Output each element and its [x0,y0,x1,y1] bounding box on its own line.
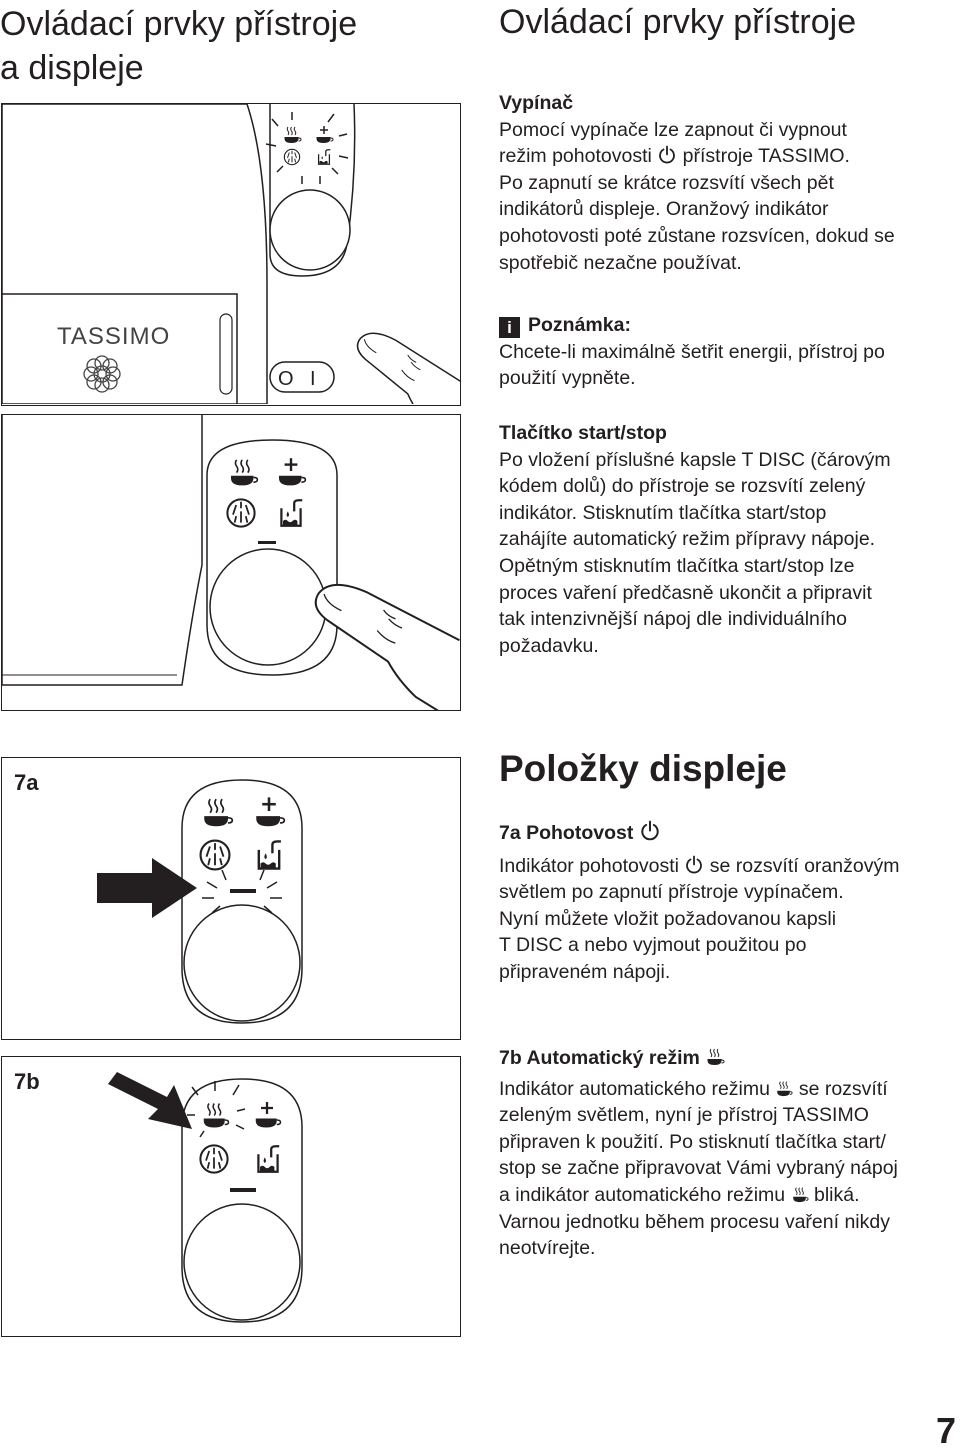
power-icon [657,145,677,165]
note-heading: Poznámka: [528,314,631,336]
figure-7a-label: 7a [14,770,39,795]
brand-logo: TASSIMO [57,323,171,350]
right-section-title: Ovládací prvky přístroje [499,3,857,41]
startstop-heading: Tlačítko start/stop [499,422,667,444]
arrow-icon [108,1072,192,1129]
item-7b-heading: 7b Automatický režim [499,1047,700,1069]
power-icon [639,820,661,842]
startstop-description: Tlačítko start/stop Po vložení příslušné kapsle T DISC (čárovým kódem dolů) do přístroje se rozsvítí zelený indikátor. Stisknutím tlačítka start/stop zahájíte automatický režim přípravy nápoje. Opětným stisknutím tlačítka start/stop lze proces vaření předčasně ukončit a připravit tak intenzivnější nápoj dle individuálního požadavku. [499,420,959,659]
display-section-title: Položky displeje [499,748,787,789]
switch-heading: Vypínač [499,92,574,114]
figure-7a [1,757,461,1040]
auto-mode-cup-icon [705,1045,725,1067]
item-7b-description: 7b Automatický režim Indikátor automatického režimu se rozsvítí zeleným světlem, nyní je přístroj TASSIMO připraven k použití. Po stisknutí tlačítka start/ stop se začne připravovat Vámi vybraný nápoj a indikátor automatického režimu bliká. Varnou jednotku během procesu vaření nikdy neotvírejte. [499,1047,898,1260]
figure-7b-label: 7b [14,1069,40,1094]
left-title-line-2: a displeje [0,49,144,87]
svg-text:I: I [310,368,316,390]
svg-text:O: O [278,368,294,390]
switch-description: Vypínač Pomocí vypínače lze zapnout či vypnout režim pohotovosti přístroje TASSIMO. Po zapnutí se krátce rozsvítí všech pět indikátorů displeje. Oranžový indikátor pohotovosti poté zůstane rozsvícen, dokud se spotřebič nezačne používat. [499,90,959,276]
power-icon [684,855,704,875]
figure-start-stop [1,414,461,711]
item-7a-description: 7a Pohotovost Indikátor pohotovosti se rozsvítí oranžovým světlem po zapnutí přístroje vypínačem. Nyní můžete vložit požadovanou kapsli T DISC a nebo vyjmout použitou po připraveném nápoji. [499,822,900,983]
figure-7b [1,1056,461,1337]
item-7a-heading: 7a Pohotovost [499,822,634,844]
note-block: i Poznámka: Chcete-li maximálně šetřit energii, přístroj po použití vypněte. [499,314,885,390]
info-icon: i [499,317,520,338]
auto-mode-cup-icon [791,1184,809,1204]
page-number: 7 [935,1410,956,1451]
auto-mode-cup-icon [775,1078,793,1098]
left-section-title [0,2,357,90]
left-title-line-1: Ovládací prvky přístroje [0,5,358,43]
figure-power-switch [1,103,461,406]
